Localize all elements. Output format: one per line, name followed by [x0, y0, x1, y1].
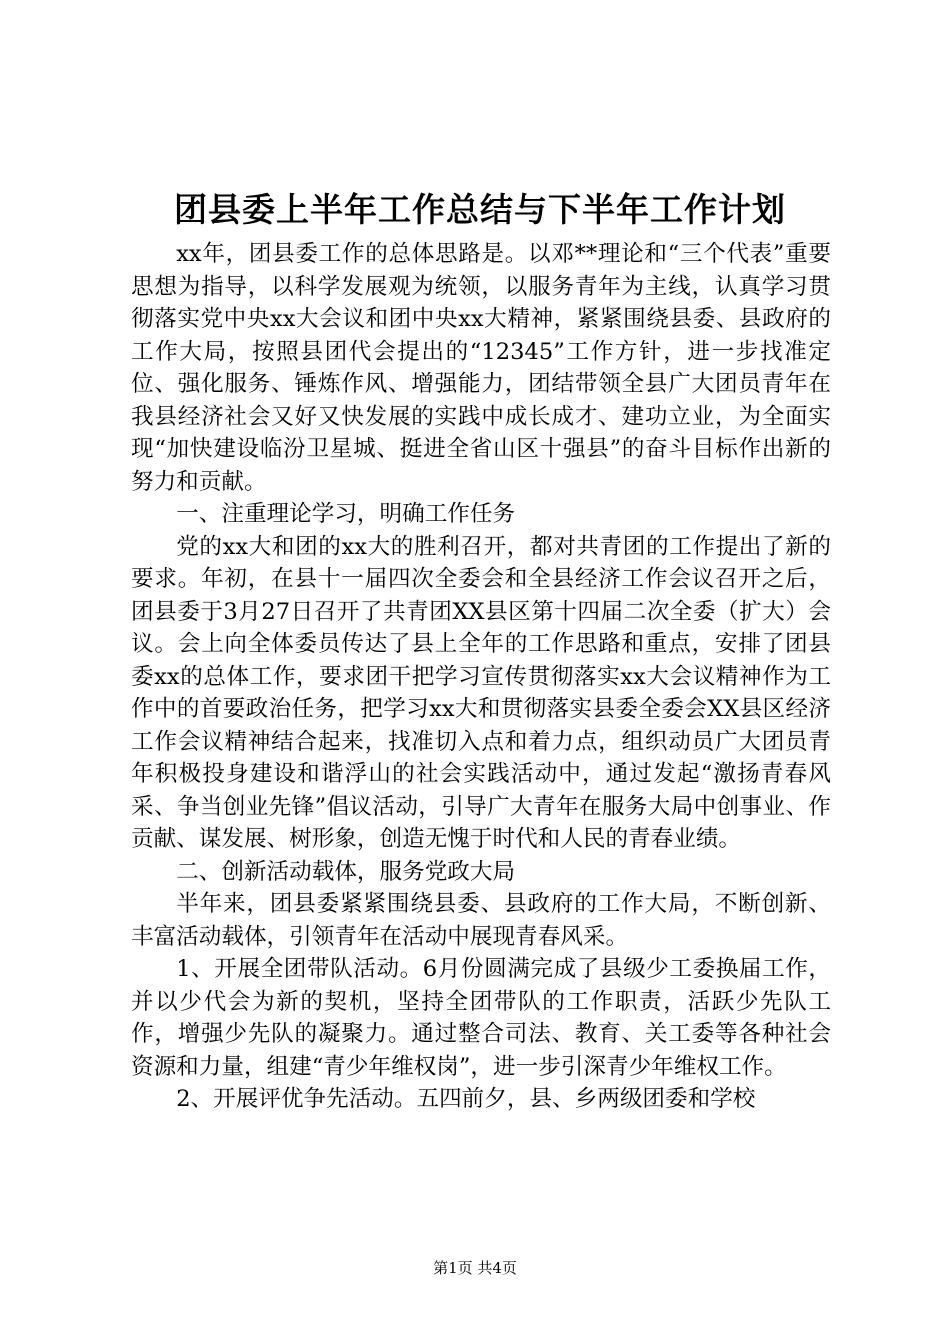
page-number-footer: 第1页 共4页 [433, 1259, 517, 1277]
document-body [131, 238, 831, 1116]
paragraph-section-2: 半年来，团县委紧紧围绕县委、县政府的工作大局，不断创新、丰富活动载体，引领青年在活动中展现青春风采。 [131, 891, 831, 950]
paragraph-intro: xx年，团县委工作的总体思路是。以邓**理论和“三个代表”重要思想为指导，以科学发展观为统领，以服务青年为主线，认真学习贯彻落实党中央xx大会议和团中央xx大精神，紧紧围绕县委、县政府的工作大局，按照县团代会提出的“12345”工作方针，进一步找准定位、强化服务、锤炼作风、增强能力，团结带领全县广大团员青年在我县经济社会又好又快发展的实践中成长成才、建功立业，为全面实现“加快建设临汾卫星城、挺进全省山区十强县”的奋斗目标作出新的努力和贡献。 [131, 241, 831, 495]
paragraph-item-2: 2、开展评优争先活动。五四前夕，县、乡两级团委和学校 [176, 1086, 756, 1112]
paragraph-section-1: 党的xx大和团的xx大的胜利召开，都对共青团的工作提出了新的要求。年初，在县十一届四次全委会和全县经济工作会议召开之后，团县委于3月27日召开了共青团XX县区第十四届二次全委（扩大）会议。会上向全体委员传达了县上全年的工作思路和重点，安排了团县委xx的总体工作，要求团干把学习宣传贯彻落实xx大会议精神作为工作中的首要政治任务，把学习xx大和贯彻落实县委全委会XX县区经济工作会议精神结合起来，找准切入点和着力点，组织动员广大团员青年积极投身建设和谐浮山的社会实践活动中，通过发起“激扬青春风采、争当创业先锋”倡议活动，引导广大青年在服务大局中创事业、作贡献、谋发展、树形象，创造无愧于时代和人民的青春业绩。 [131, 533, 831, 852]
document-title: 团县委上半年工作总结与下半年工作计划 [174, 190, 786, 229]
paragraph-item-1: 1、开展全团带队活动。6月份圆满完成了县级少工委换届工作，并以少代会为新的契机，坚持全团带队的工作职责，活跃少先队工作，增强少先队的凝聚力。通过整合司法、教育、关工委等各种社会资源和力量，组建“青少年维权岗”，进一步引深青少年维权工作。 [131, 956, 831, 1080]
section-heading-1: 一、注重理论学习，明确工作任务 [176, 501, 516, 527]
section-heading-2: 二、创新活动载体，服务党政大局 [176, 858, 516, 885]
